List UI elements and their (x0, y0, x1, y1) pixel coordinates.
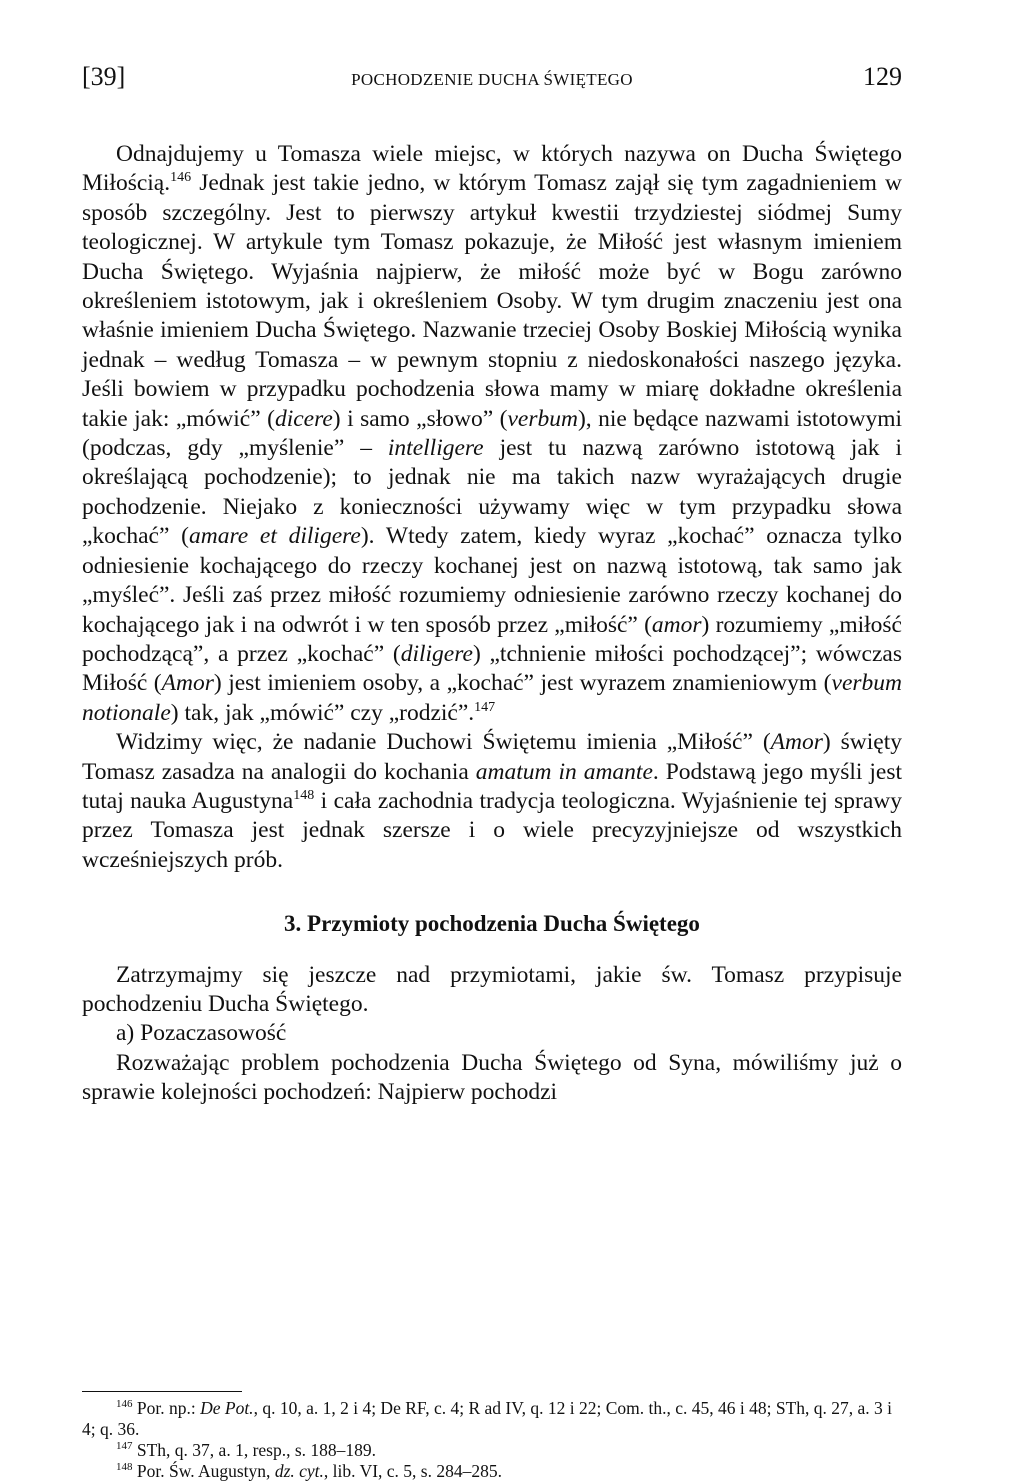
paragraph (82, 961, 902, 1020)
footnote-separator (82, 1391, 242, 1392)
footnote (82, 1398, 902, 1440)
text-run: ), nie będące nazwami istotowymi (podczas, gdy „myślenie” – (82, 405, 903, 462)
italic-term: dz. cyt. (274, 1461, 324, 1481)
text-run: ) rozumiemy „miłość pochodzącą”, a przez „kochać” ( (82, 611, 902, 667)
italic-term: amatum in amante (475, 758, 653, 785)
text-run: ) jest imieniem osoby, a „kochać” jest wyrazem znamieniowym ( (213, 670, 832, 697)
text-run: , q. 10, a. 1, 2 i 4; De RF, c. 4; R ad IV, q. 12 i 22; Com. th., c. 45, 46 i 48; STh, q. 27, a. 3 i 4; q. 36. (82, 1398, 893, 1439)
text-run: Por. Św. Augustyn, (132, 1461, 275, 1481)
text-run: i cała zachodnia tradycja teologiczna. Wyjaśnienie tej sprawy przez Tomasza jest jednak szersze i o wiele precyzyjniejsze od wszystkich wcześniejszych prób. (82, 787, 902, 873)
text-run: Jednak jest takie jedno, w którym Tomasz zajął się tym zagadnieniem w sposób szczególny. Jest to pierwszy artykuł kwestii trzydziestej siódmej Sumy teologicznej. W artykule tym Tomasz pokazuje, że Miłość jest własnym imieniem Ducha Świętego. Wyjaśnia najpierw, że miłość może być w Bogu zarówno określeniem istotowym, jak i określeniem Osoby. W tym drugim znaczeniu jest ona właśnie imieniem Ducha Świętego. Nazwanie trzeciej Osoby Boskiej Miłością wynika jednak – według Tomasza – w pewnym stopniu z niedoskonałości naszego języka. Jeśli bowiem w przypadku pochodzenia słowa mamy w miarę dokładne określenia takie jak: „mówić” ( (82, 170, 902, 432)
paragraph (82, 140, 902, 728)
text-run: Rozważając problem pochodzenia Ducha Świętego od Syna, mówiliśmy już o sprawie kolejności pochodzeń: Najpierw pochodzi (82, 1049, 902, 1106)
text-run: a) Pozaczasowość (116, 1020, 287, 1047)
footnote-ref: 146 (170, 170, 192, 186)
text-run: ) tak, jak „mówić” czy „rodzić”. (170, 699, 475, 726)
main-text (82, 140, 902, 1108)
paragraph (82, 1049, 902, 1108)
text-run: Widzimy więc, że nadanie Duchowi Świętemu imienia „Miłość” ( (116, 729, 771, 756)
italic-term: amare et diligere (188, 523, 361, 550)
italic-term: verbum notionale (82, 670, 902, 726)
text-run: Por. np.: (132, 1398, 201, 1418)
running-header (82, 62, 902, 96)
text-run: ) „tchnienie miłości pochodzącej”; wówczas Miłość ( (82, 640, 902, 697)
running-title: POCHODZENIE DUCHA ŚWIĘTEGO (351, 70, 633, 89)
text-run: . Podstawą jego myśli jest tutaj nauka Augustyna (82, 758, 902, 814)
footnote-ref: 147 (116, 1440, 133, 1453)
italic-term: Amor (770, 729, 823, 756)
paragraph (82, 1019, 902, 1048)
italic-term: verbum (507, 405, 578, 432)
text-run: Zatrzymajmy się jeszcze nad przymiotami, jakie św. Tomasz przypisuje pochodzeniu Ducha Świętego. (82, 961, 902, 1017)
italic-term: intelligere (387, 435, 484, 462)
footnote-ref: 147 (474, 699, 496, 715)
footnote-ref: 148 (293, 788, 315, 804)
italic-term: De Pot. (200, 1398, 254, 1418)
section-heading (82, 909, 902, 938)
text-run: ) i samo „słowo” ( (332, 405, 508, 432)
footnote (82, 1440, 902, 1461)
text-run: Odnajdujemy u Tomasza wiele miejsc, w których nazywa on Ducha Świętego Miłością. (82, 141, 902, 197)
text-run: ). Wtedy zatem, kiedy wyraz „kochać” oznacza tylko odniesienie kochającego do rzeczy kochanej jest on nazwą istotową, tak samo jak „myśleć”. Jeśli zaś przez miłość rozumiemy odniesienie zarówno rzeczy kochanej do kochającego jak i na odwrót i w ten sposób przez „miłość” ( (82, 523, 903, 638)
footnotes (82, 1398, 902, 1482)
italic-term: dicere (274, 405, 333, 432)
text-run: ) święty Tomasz zasadza na analogii do kochania (82, 729, 902, 785)
page-number: 129 (863, 62, 902, 91)
italic-term: diligere (400, 640, 473, 667)
italic-term: Amor (161, 670, 214, 697)
italic-term: amor (651, 611, 702, 638)
paragraph (82, 728, 902, 875)
footnote (82, 1461, 902, 1482)
text-run: jest tu nazwą zarówno istotową jak i określającą pochodzenie); to jednak nie ma takich nazw wyrażających drugie pochodzenie. Niejako z konieczności używamy więc w tym przypadku słowa „kochać” ( (82, 435, 902, 550)
text-run: STh, q. 37, a. 1, resp., s. 188–189. (132, 1440, 377, 1460)
text-run: , lib. VI, c. 5, s. 284–285. (323, 1461, 502, 1481)
footnote-ref: 148 (116, 1461, 133, 1474)
footnote-ref: 146 (116, 1398, 133, 1411)
text-run: 3. Przymioty pochodzenia Ducha Świętego (284, 911, 700, 937)
section-number: [39] (82, 62, 126, 91)
